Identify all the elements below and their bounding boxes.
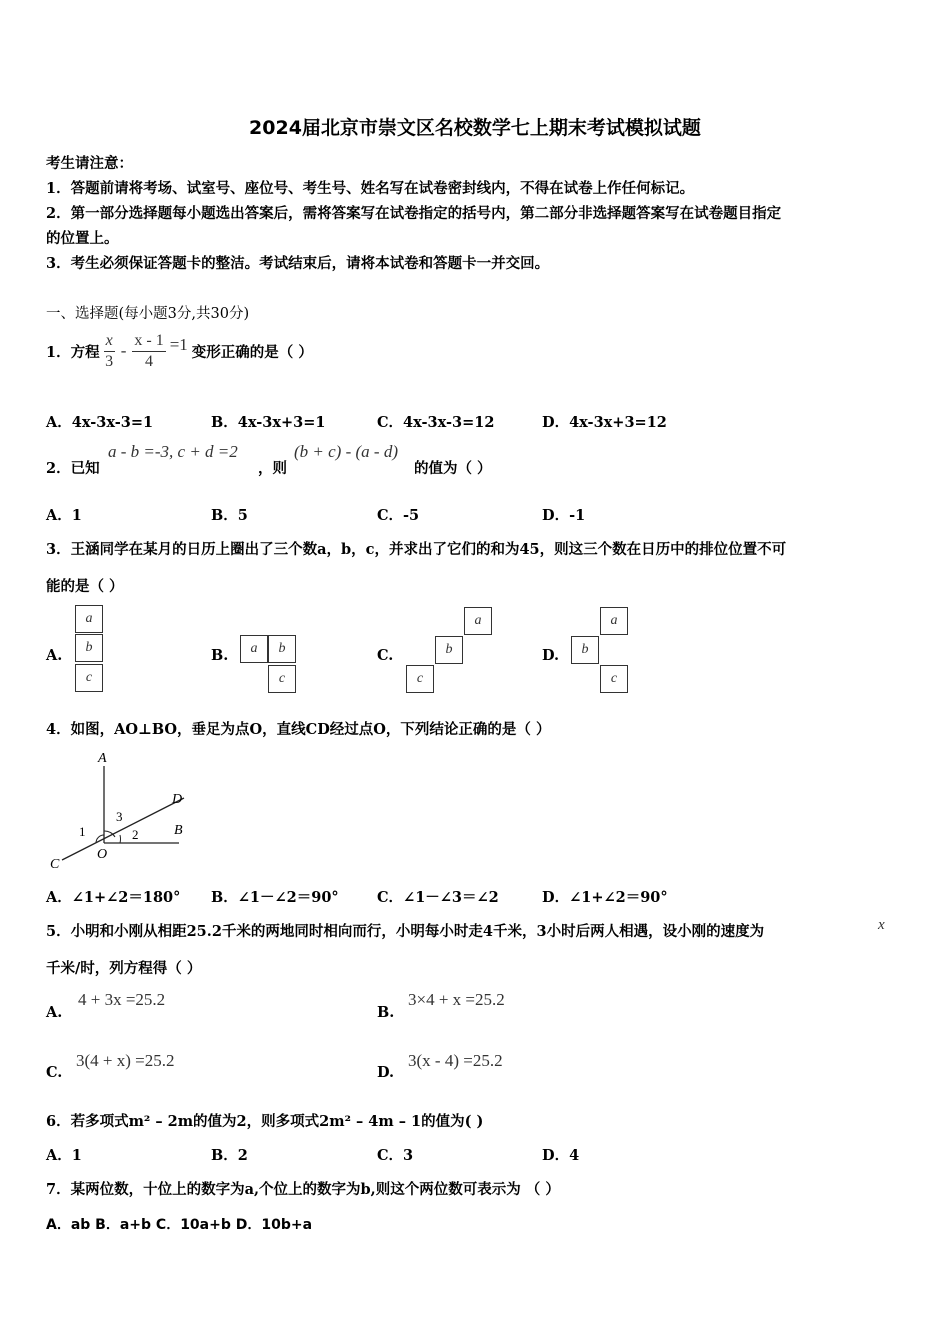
- notice-item: 1．答题前请将考场、试室号、座位号、考生号、姓名写在试卷密封线内，不得在试卷上作任何标记。: [46, 180, 695, 197]
- q2-prefix: 2．已知: [46, 460, 100, 477]
- angle-3-label: 3: [116, 809, 123, 824]
- cell-b: b: [571, 636, 599, 664]
- q4-option-c: C．∠1－∠3＝∠2: [377, 889, 499, 906]
- label-d: D: [172, 792, 183, 807]
- cell-a: a: [240, 635, 268, 663]
- q5-option-d: 3(x - 4) =25.2: [408, 1051, 503, 1070]
- q5-option-a: 4 + 3x =25.2: [78, 990, 166, 1009]
- q4-option-a: A．∠1+∠2＝180°: [46, 889, 181, 906]
- notice-item: 3．考生必须保证答题卡的整洁。考试结束后，请将本试卷和答题卡一并交回。: [46, 255, 550, 272]
- cell-b: b: [435, 636, 463, 664]
- cell-b: b: [268, 635, 296, 663]
- q5-label-d: D.: [377, 1064, 395, 1081]
- angle-1-label: 1: [79, 824, 86, 839]
- q5-label-c: C.: [46, 1064, 63, 1081]
- q5-variable: x: [878, 917, 885, 933]
- q2-expression: (b + c) - (a - d): [294, 442, 398, 461]
- q3-label-a: A.: [46, 647, 63, 664]
- q1-fraction-1: $\frac{x}{3}$: [105, 331, 114, 370]
- q6-option-c: C．3: [377, 1147, 414, 1164]
- q1-option-b: B．4x-3x+3=1: [211, 414, 326, 431]
- cell-a: a: [464, 607, 492, 635]
- q2-condition: a - b =-3, c + d =2: [108, 442, 238, 461]
- q4-geometry-figure: [44, 748, 194, 873]
- cell-a: a: [75, 605, 103, 633]
- notice-item: 的位置上。: [46, 230, 119, 247]
- q5-label-b: B.: [377, 1004, 395, 1021]
- q1-prefix: 1．方程: [46, 343, 100, 361]
- label-c: C: [50, 857, 60, 872]
- cell-a: a: [600, 607, 628, 635]
- q5-line1: 5．小明和小刚从相距25.2千米的两地同时相向而行，小明每小时走4千米，3小时后两人相遇，设小刚的速度为: [46, 923, 765, 940]
- q6-option-d: D．4: [542, 1147, 580, 1164]
- q1-fraction-2: $\frac{x - 1}{4}$: [134, 331, 164, 370]
- notice-heading: 考生请注意：: [46, 155, 133, 172]
- q5-option-b: 3×4 + x =25.2: [408, 990, 505, 1009]
- q2-option-c: C．-5: [377, 507, 420, 524]
- q5-label-a: A.: [46, 1004, 63, 1021]
- notice-item: 2．第一部分选择题每小题选出答案后，需将答案写在试卷指定的括号内，第二部分非选择题答案写在试卷题目指定: [46, 205, 782, 222]
- q2-option-a: A．1: [46, 507, 82, 524]
- q2-option-d: D．-1: [542, 507, 586, 524]
- q3-line1: 3．王涵同学在某月的日历上圈出了三个数a，b，c，并求出了它们的和为45，则这三个数在日历中的排位位置不可: [46, 541, 787, 558]
- angle-2-label: 2: [132, 827, 139, 842]
- q1-option-a: A．4x-3x-3=1: [46, 414, 154, 431]
- q2-mid: ，则: [258, 460, 287, 477]
- cell-c: c: [406, 665, 434, 693]
- q4-option-b: B．∠1－∠2＝90°: [211, 889, 339, 906]
- q4-text: 4．如图，AO⊥BO，垂足为点O，直线CD经过点O，下列结论正确的是（ ）: [46, 721, 551, 738]
- q1-option-d: D．4x-3x+3=12: [542, 414, 667, 431]
- q3-line2: 能的是（ ）: [46, 578, 124, 595]
- cell-c: c: [75, 664, 103, 692]
- q5-line2: 千米/时，列方程得（ ）: [46, 960, 202, 977]
- label-b: B: [174, 823, 183, 838]
- cell-c: c: [268, 665, 296, 693]
- section-heading: 一、选择题(每小题3分,共30分): [46, 306, 250, 322]
- q4-option-d: D．∠1+∠2＝90°: [542, 889, 668, 906]
- q7-options: A．ab B．a+b C．10a+b D．10b+a: [46, 1217, 313, 1233]
- question-1: 1．方程 $\frac{x}{3}$ - $\frac{x - 1}{4}$ =1 变形正确的是（ ）: [46, 331, 313, 370]
- q3-label-c: C.: [377, 647, 394, 664]
- q2-option-b: B．5: [211, 507, 248, 524]
- q6-option-a: A．1: [46, 1147, 82, 1164]
- cell-b: b: [75, 634, 103, 662]
- label-o: O: [97, 847, 108, 862]
- page-title: 2024届北京市崇文区名校数学七上期末考试模拟试题: [249, 117, 701, 139]
- cell-c: c: [600, 665, 628, 693]
- q5-option-c: 3(4 + x) =25.2: [76, 1051, 175, 1070]
- label-a: A: [98, 751, 107, 766]
- q3-label-d: D.: [542, 647, 560, 664]
- q6-option-b: B．2: [211, 1147, 248, 1164]
- q3-label-b: B.: [211, 647, 229, 664]
- q6-text: 6．若多项式m² – 2m的值为2，则多项式2m² – 4m – 1的值为( ): [46, 1113, 484, 1130]
- q7-text: 7．某两位数，十位上的数字为a,个位上的数字为b,则这个两位数可表示为 （ ）: [46, 1181, 560, 1198]
- q2-suffix: 的值为（ ）: [414, 460, 492, 477]
- q1-option-c: C．4x-3x-3=12: [377, 414, 495, 431]
